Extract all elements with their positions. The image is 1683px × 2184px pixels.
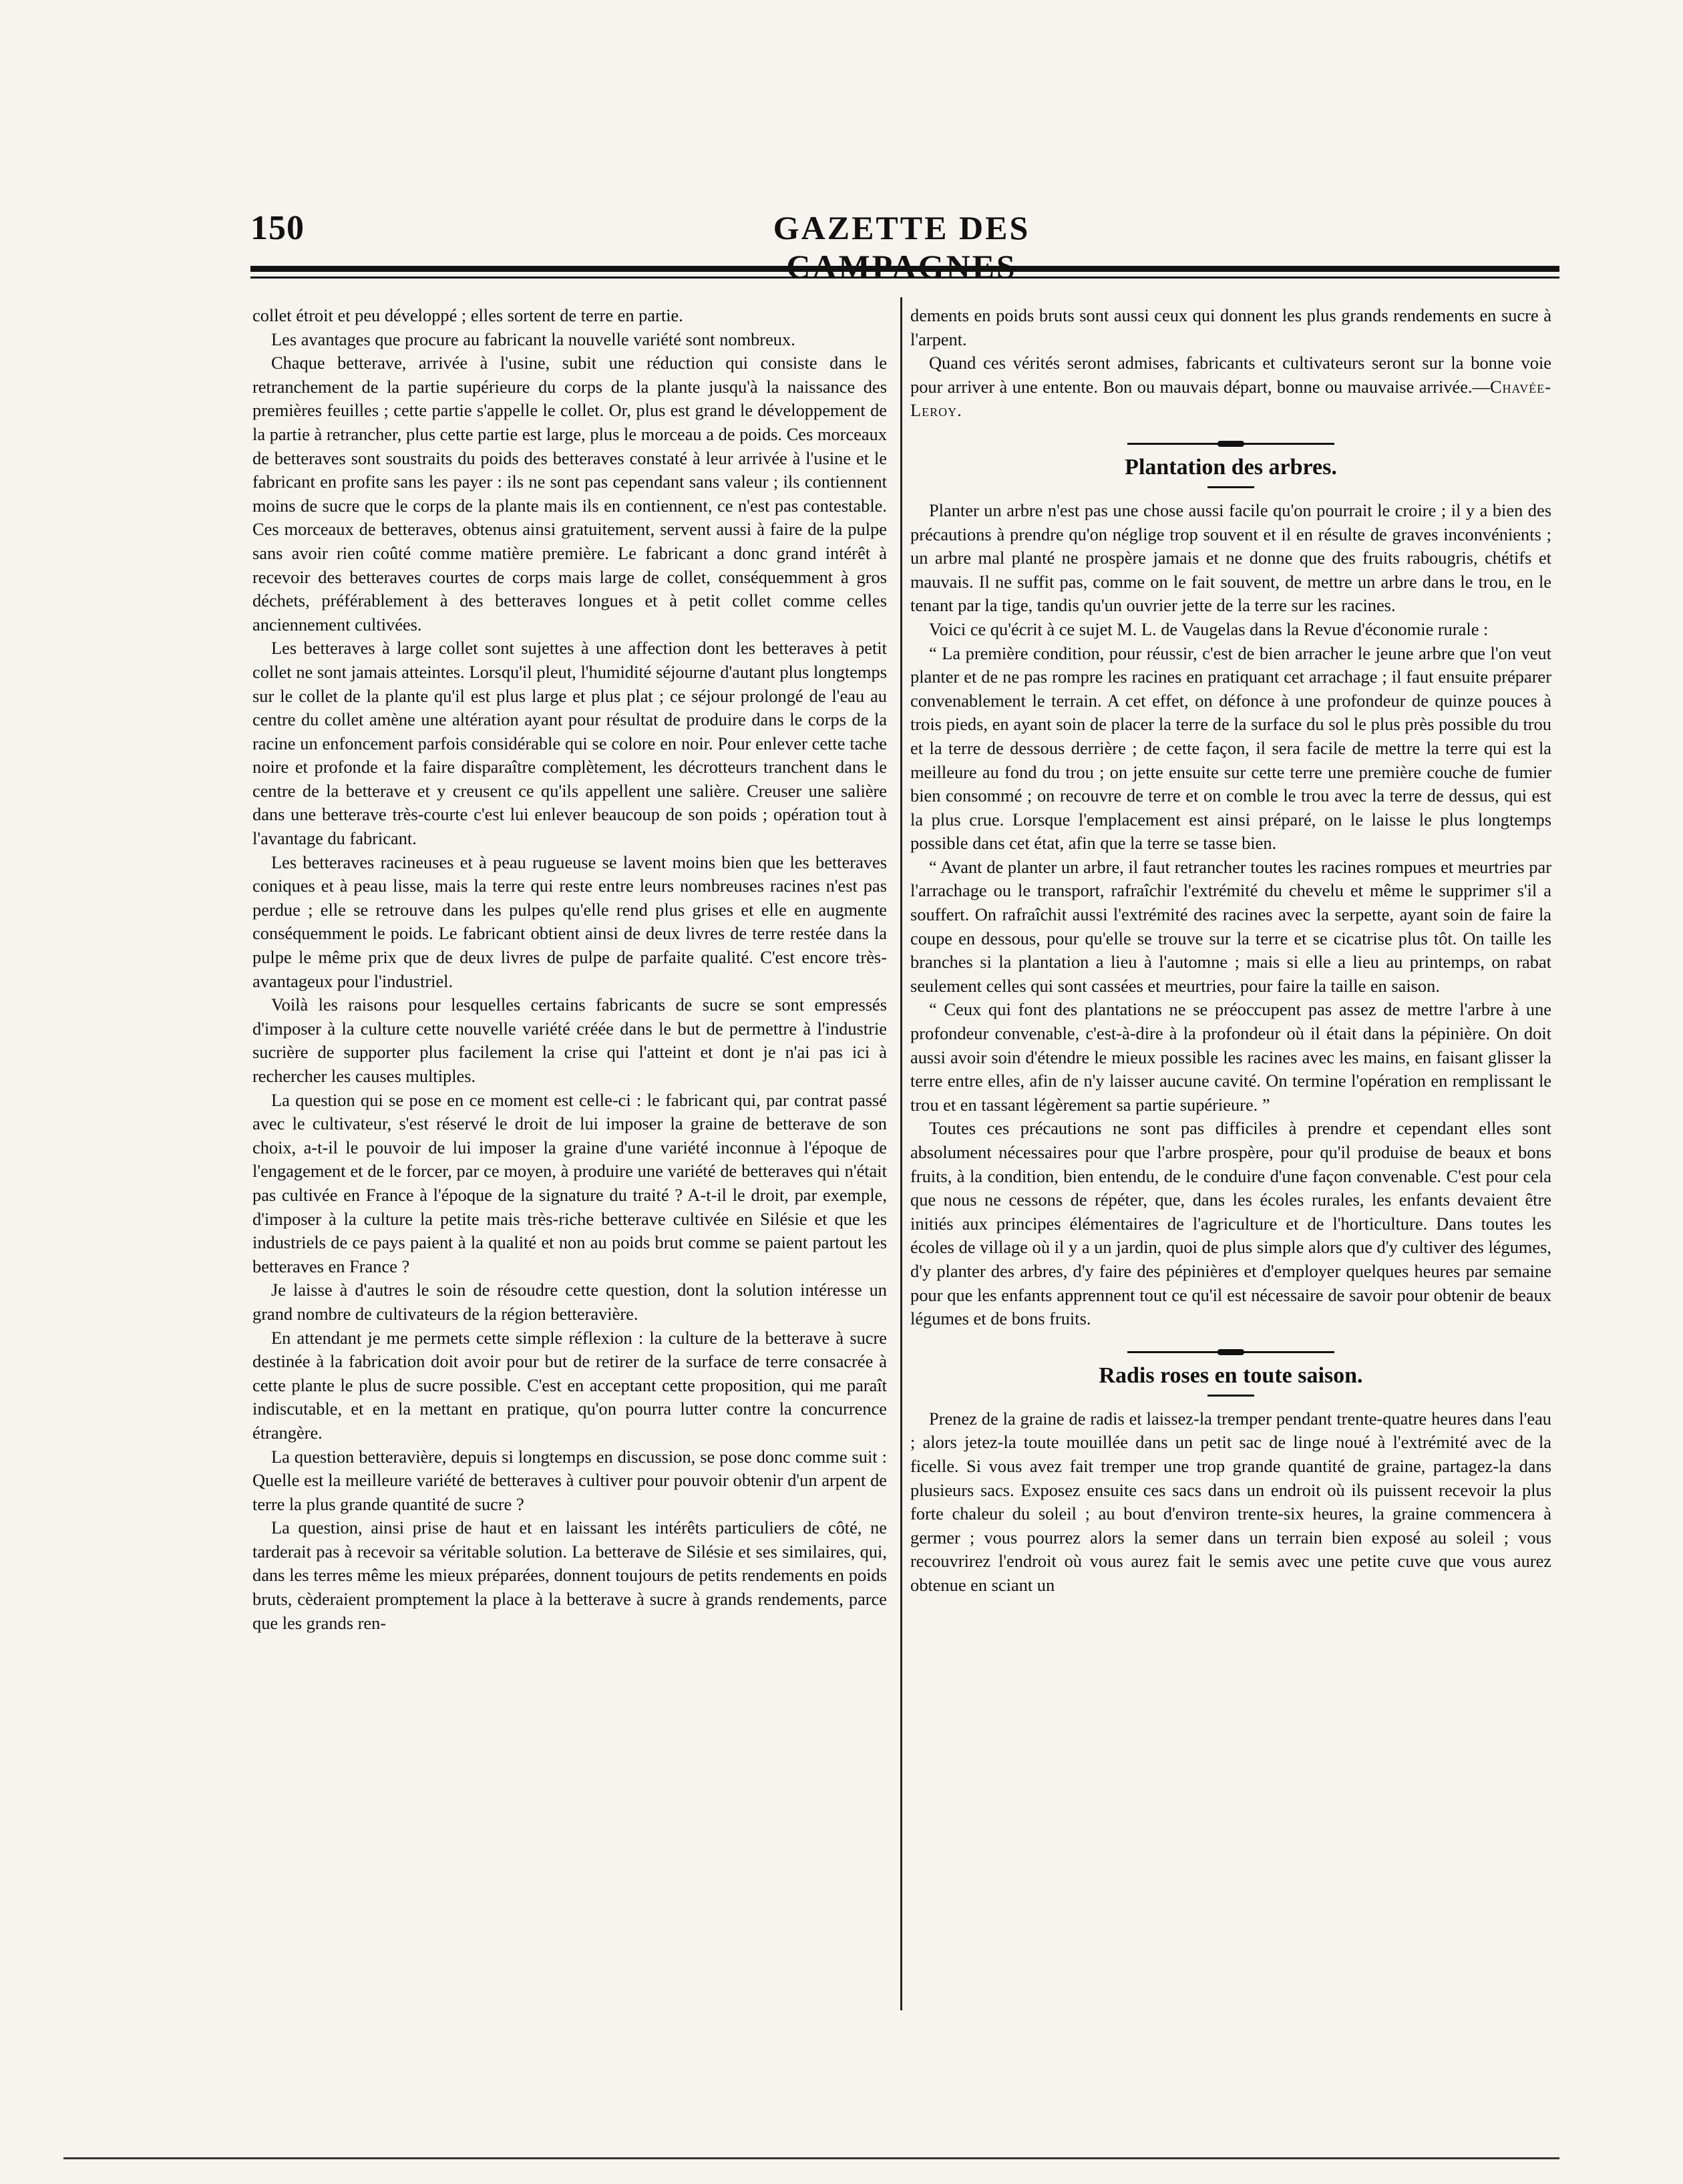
paragraph: Planter un arbre n'est pas une chose aussi facile qu'on pourrait le croire ; il y a bien des précautions à prendre qu'on néglige trop souvent et il en résulte de graves inconvénients ; un arbre mal planté ne prospère jamais et ne donne que des fruits rabougris, chétifs et mauvais. Il ne suffit pas, comme on le fait souvent, de mettre un arbre dans le trou, en le tenant par la tige, tandis qu'un ouvrier jette de la terre sur les racines.: [910, 500, 1551, 616]
paragraph-text: Quand ces vérités seront admises, fabricants et cultivateurs seront sur la bonne voie pour arriver à une entente. Bon ou mauvais départ, bonne ou mauvaise arrivée.—: [910, 353, 1551, 397]
paragraph: Prenez de la graine de radis et laissez-la tremper pendant trente-quatre heures dans l'eau ; alors jetez-la toute mouillée dans un petit sac de linge noué à l'extrémité avec de la ficelle. Si vous avez fait tremper une trop grande quantité de graine, partagez-la dans plusieurs sacs. Exposez ensuite ces sacs dans un endroit où ils puissent recevoir la plus forte chaleur du soleil ; au bout d'environ trente-six heures, la graine commencera à germer ; vous pourrez alors la semer dans un terrain bien exposé au soleil ; vous recouvrirez l'endroit où vous aurez fait le semis avec une petite cuve que vous aurez obtenue en sciant un: [910, 1408, 1551, 1595]
paragraph: Les betteraves racineuses et à peau rugueuse se lavent moins bien que les betteraves coniques et à peau lisse, mais la terre qui reste entre leurs nombreuses racines n'est pas perdue ; elle se retrouve dans les pulpes qu'elle rend plus grises et elle en augmente conséquemment le poids. Le fabricant obtient ainsi de deux livres de terre restée dans la pulpe le même prix que de deux livres de pulpe de parfaite qualité. C'est encore très-avantageux pour l'industriel.: [252, 852, 887, 991]
left-column: [252, 304, 887, 2014]
title-underline: [1207, 486, 1254, 488]
page-number: 150: [250, 209, 305, 247]
paragraph: dements en poids bruts sont aussi ceux qui donnent les plus grands rendements en sucre à l'arpent.: [910, 305, 1551, 349]
paragraph: La question betteravière, depuis si longtemps en discussion, se pose donc comme suit : Quelle est la meilleure variété de betteraves à cultiver pour pouvoir obtenir d'un arpent de terre la plus grande quantité de sucre ?: [252, 1446, 887, 1514]
paragraph: En attendant je me permets cette simple réflexion : la culture de la betterave à sucre destinée à la fabrication doit avoir pour but de retirer de la surface de terre consacrée à cette plante le plus de sucre possible. C'est en acceptant cette proposition, qui me paraît indiscutable, et en la mettant en pratique, qu'on pourra lutter contre la concurrence étrangère.: [252, 1327, 887, 1443]
header-rule-thin: [250, 277, 1559, 279]
author-signature: Chavée-Leroy.: [910, 376, 1551, 421]
paragraph: Les betteraves à large collet sont sujettes à une affection dont les betteraves à petit collet ne sont jamais atteintes. Lorsqu'il pleut, l'humidité séjourne d'autant plus longtemps sur le collet de la plante qu'il est plus large et plus plat ; ce séjour prolongé de l'eau au centre du collet amène une altération ayant pour résultat de produire dans le corps de la racine un enfoncement parfois considérable qui se colore en noir. Pour enlever cette tache noire et profonde et la faire disparaître complètement, les décrotteurs tranchent dans le centre de la betterave et y creusent ce qu'ils appellent une salière. Creuser une salière dans une betterave très-courte c'est lui enlever beaucoup de son poids ; opération tout à l'avantage du fabricant.: [252, 638, 887, 849]
section-separator: [1127, 443, 1334, 445]
header-rule-thick: [250, 266, 1559, 272]
column-divider: [900, 297, 902, 2010]
right-column: [910, 304, 1551, 2014]
paragraph: Toutes ces précautions ne sont pas difficiles à prendre et cependant elles sont absolument nécessaires pour que l'arbre prospère, pour qu'il produise de beaux et bons fruits, à la condition, bien entendu, de le conduire d'une façon convenable. C'est pour cela que nous ne cessons de répéter, que, dans les écoles rurales, les enfants devaient être initiés aux principes élémentaires de l'agriculture et de l'horticulture. Dans toutes les écoles de village où il y a un jardin, quoi de plus simple alors que d'y cultiver des légumes, d'y planter des arbres, d'y faire des pépinières et d'employer quelques heures par semaine pour que les enfants apprennent tout ce qu'il est nécessaire de savoir pour obtenir de beaux légumes et de bons fruits.: [910, 1118, 1551, 1329]
title-underline: [1207, 1395, 1254, 1397]
paragraph: “ Ceux qui font des plantations ne se préoccupent pas assez de mettre l'arbre à une profondeur convenable, c'est-à-dire à la profondeur où il était dans la pépinière. On doit aussi avoir soin d'étendre le mieux possible les racines avec les mains, en faisant glisser la terre entre elles, afin de n'y laisser aucune cavité. On termine l'opération en remplissant le trou et en tassant légèrement sa partie supérieure. ”: [910, 999, 1551, 1115]
paragraph: Je laisse à d'autres le soin de résoudre cette question, dont la solution intéresse un grand nombre de cultivateurs de la région betteravière.: [252, 1280, 887, 1324]
paragraph: Les avantages que procure au fabricant la nouvelle variété sont nombreux.: [271, 329, 795, 349]
paragraph: “ La première condition, pour réussir, c'est de bien arracher le jeune arbre que l'on veut planter et de ne pas rompre les racines en pratiquant cet arrachage ; il faut ensuite préparer convenablement le terrain. A cet effet, on défonce à une profondeur de quinze pouces à trois pieds, en ayant soin de placer la terre de la surface du sol le plus près possible du trou et la terre de dessous derrière ; de cette façon, il sera facile de mettre la terre qui est la meilleure au fond du trou ; on jette ensuite sur cette terre une première couche de fumier bien consommé ; on recouvre de terre et on comble le trou avec la terre de dessus, qui est la plus crue. Lorsque l'emplacement est ainsi préparé, on le laisse le plus longtemps possible dans cet état, afin que la terre se tasse bien.: [910, 643, 1551, 854]
paragraph: Voilà les raisons pour lesquelles certains fabricants de sucre se sont empressés d'imposer à la culture cette nouvelle variété créée dans le but de permettre à l'industrie sucrière de supporter plus facilement la crise qui l'atteint et dont je n'ai pas ici à rechercher les causes multiples.: [252, 994, 887, 1086]
paragraph-with-signature: [910, 351, 1551, 423]
masthead-title: GAZETTE DES: [773, 209, 1031, 246]
paragraph: La question qui se pose en ce moment est celle-ci : le fabricant qui, par contrat passé avec le cultivateur, s'est réservé le droit de lui imposer la graine de betterave de son choix, a-t-il le pouvoir de lui imposer la graine d'une variété inconnue à l'époque de l'engagement et de le forcer, par ce moyen, à produire une variété de betteraves qui n'était pas cultivée en France à l'époque de la signature du traité ? A-t-il le droit, par exemple, d'imposer à la culture la petite mais très-riche betterave cultivée en Silésie et que les industriels de ce pays paient à la qualité et non au poids brut comme se paient partout les betteraves en France ?: [252, 1089, 887, 1276]
section-title-plantation: Plantation des arbres.: [1125, 454, 1337, 480]
section-separator: [1127, 1351, 1334, 1353]
paragraph: Chaque betterave, arrivée à l'usine, subit une réduction qui consiste dans le retranchement de la partie supérieure du corps de la plante jusqu'à la naissance des premières feuilles ; cette partie s'appelle le collet. Or, plus est grand le développement de la partie à retrancher, plus cette partie est large, plus le morceau a de poids. Ces morceaux de betteraves sont soustraits du poids des betteraves constaté à leur arrivée à l'usine et le fabricant en profite sans les payer : ils ne sont pas cependant sans valeur ; ils contiennent moins de sucre que le corps de la plante mais ils en contiennent, ce n'est pas contestable. Ces morceaux de betteraves, obtenus ainsi gratuitement, servent aussi à faire de la pulpe sans avoir rien coûté comme matière première. Le fabricant a donc grand intérêt à recevoir des betteraves courtes de corps mais large de collet, conséquemment à gros déchets, préférablement à des betteraves longues et à petit collet comme celles anciennement cultivées.: [252, 353, 887, 634]
paragraph: Voici ce qu'écrit à ce sujet M. L. de Vaugelas dans la Revue d'économie rurale :: [929, 618, 1489, 639]
paragraph: La question, ainsi prise de haut et en laissant les intérêts particuliers de côté, ne tarderait pas à recevoir sa véritable solution. La betterave de Silésie et ses similaires, qui, dans les terres même les mieux préparées, donnent toujours de petits rendements en poids bruts, cèderaient promptement la place à la betterave à sucre à grands rendements, parce que les grands ren-: [252, 1517, 887, 1633]
paragraph: collet étroit et peu développé ; elles sortent de terre en partie.: [252, 305, 683, 325]
section-title-radis: Radis roses en toute saison.: [1099, 1362, 1363, 1388]
bottom-rule: [63, 2157, 1559, 2159]
paragraph: “ Avant de planter un arbre, il faut retrancher toutes les racines rompues et meurtries par l'arrachage ou le transport, rafraîchir l'extrémité du chevelu et même le supprimer s'il a souffert. On rafraîchit aussi l'extrémité des racines avec la serpette, ayant soin de faire la coupe en dessous, pour qu'elle se trouve sur la terre et se cicatrise plus tôt. On taille les branches si la plantation a lieu à l'automne ; mais si elle a lieu au printemps, on rabat seulement celles qui sont cassées et meurtries, pour faire la taille en saison.: [910, 856, 1551, 996]
